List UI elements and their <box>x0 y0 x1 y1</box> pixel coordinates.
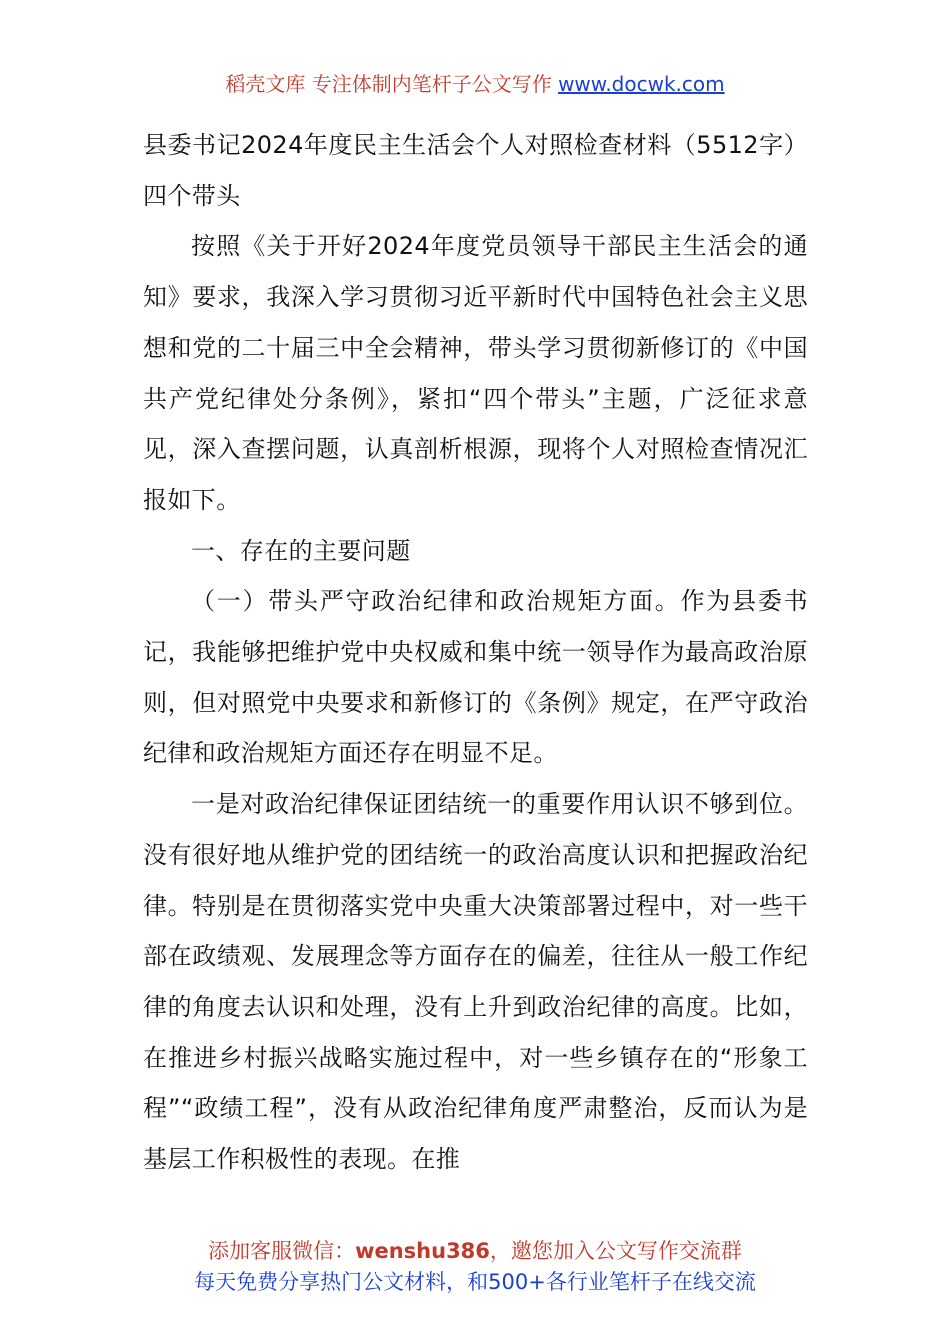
section-heading: 一、存在的主要问题 <box>191 536 411 565</box>
page-header <box>0 66 950 102</box>
document-title: 县委书记2024年度民主生活会个人对照检查材料（5512字）四个带头 <box>143 131 808 210</box>
footer-wechat-line <box>0 1236 950 1267</box>
paragraph-intro: 按照《关于开好2024年度党员领导干部民主生活会的通知》要求，我深入学习贯彻习近平新时代中国特色社会主义思想和党的二十届三中全会精神，带头学习贯彻新修订的《中国共产党纪律处分条例》，紧扣“四个带头”主题，广泛征求意见，深入查摆问题，认真剖析根源，现将个人对照检查情况汇报如下。 <box>143 232 808 514</box>
document-body <box>143 120 808 1185</box>
brand-text: 稻壳文库 专注体制内笔杆子公文写作 <box>225 72 559 96</box>
site-link[interactable]: www.docwk.com <box>558 72 725 96</box>
paragraph-point-1: 一是对政治纪律保证团结统一的重要作用认识不够到位。没有很好地从维护党的团结统一的政治高度认识和把握政治纪律。特别是在贯彻落实党中央重大决策部署过程中，对一些干部在政绩观、发展理念等方面存在的偏差，往往从一般工作纪律的角度去认识和处理，没有上升到政治纪律的高度。比如，在推进乡村振兴战略实施过程中，对一些乡镇存在的“形象工程”“政绩工程”，没有从政治纪律角度严肃整治，反而认为是基层工作积极性的表现。在推 <box>143 790 808 1174</box>
footer-suffix: ，邀您加入公文写作交流群 <box>489 1239 742 1263</box>
footer-prefix: 添加客服微信： <box>208 1239 356 1263</box>
page-footer <box>0 1236 950 1298</box>
wechat-id: wenshu386 <box>355 1239 490 1263</box>
footer-promo-line: 每天免费分享热门公文材料，和500+各行业笔杆子在线交流 <box>194 1270 756 1294</box>
paragraph-subsection-1: （一）带头严守政治纪律和政治规矩方面。作为县委书记，我能够把维护党中央权威和集中统一领导作为最高政治原则，但对照党中央要求和新修订的《条例》规定，在严守政治纪律和政治规矩方面还存在明显不足。 <box>143 587 808 768</box>
